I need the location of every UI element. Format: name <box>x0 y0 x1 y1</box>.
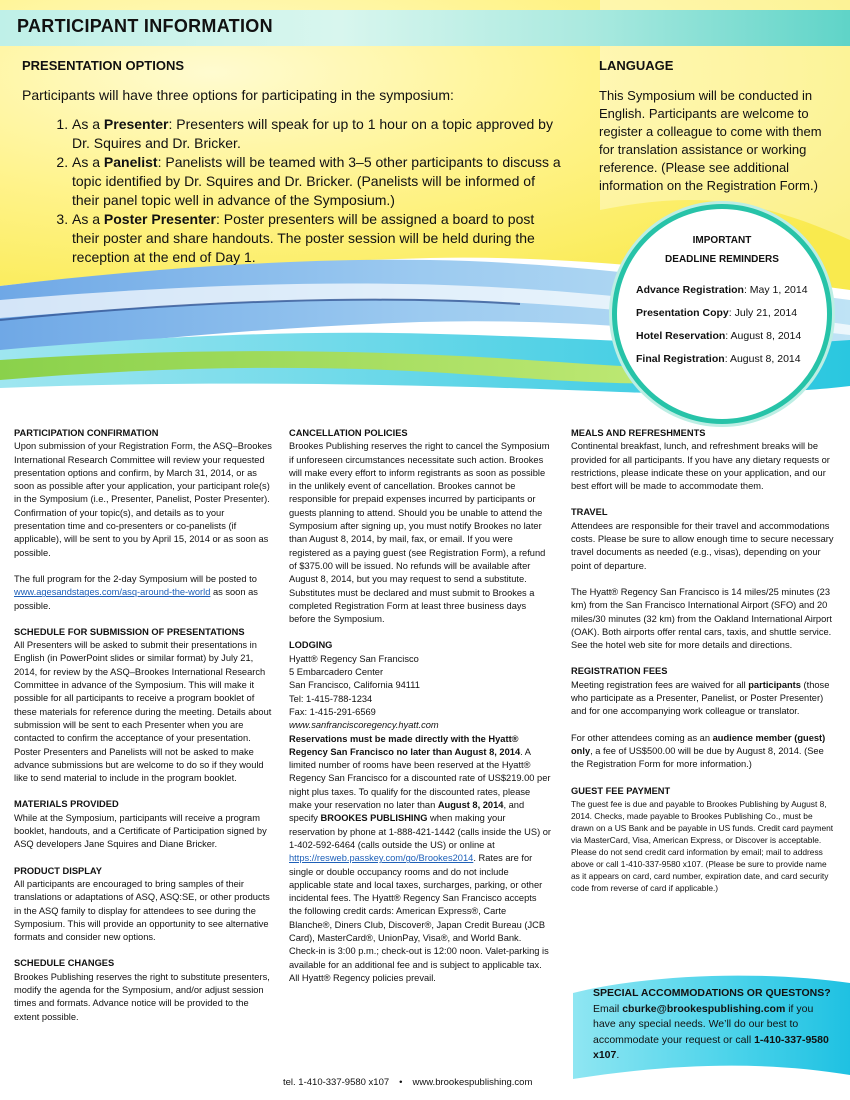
fees-p2b: audience member (guest) only <box>571 732 826 756</box>
special-email-link[interactable]: cburke@brookespublishing.com <box>622 1002 786 1015</box>
fees-p2c: , a fee of US$500.00 will be due by August 8, 2014. (See the Registration Form for more information.) <box>571 745 824 770</box>
travel-heading: TRAVEL <box>571 507 608 518</box>
option-role: Presenter <box>103 116 169 132</box>
footer-tel: tel. 1-410-337-9580 x107 <box>283 1077 390 1088</box>
presentation-options-heading: PRESENTATION OPTIONS <box>22 58 185 73</box>
program-link[interactable]: www.agesandstages.com/asq-around-the-world <box>14 587 211 598</box>
hotel-name: Hyatt® Regency San Francisco <box>289 653 419 664</box>
deadline-title <box>617 231 827 269</box>
hotel-address-line2: San Francisco, California 94111 <box>289 680 420 691</box>
travel-text: Attendees are responsible for their travel and accommodations costs. Please be sure to allow enough time to secure necessary travel documents as needed (e.g., visas), depending on your point of departure. <box>571 520 834 571</box>
footer-separator: • <box>399 1077 403 1088</box>
deadline-date: : August 8, 2014 <box>724 353 801 365</box>
reservation-deadline: Reservations must be made directly with the Hyatt® Regency San Francisco no later than August 8, 2014 <box>289 733 521 757</box>
option-text: : Presenters will speak for up to 1 hour on a topic approved by Dr. Squires and Dr. Bricker. <box>72 116 553 151</box>
cancellation-text: Brookes Publishing reserves the right to cancel the Symposium if unforeseen circumstances necessitate such action. Brookes will make every effort to inform registrants as soon as possible in the unlikely event of cancellation. Brookes cannot be responsible for prepaid expenses incurred by participants or guests planning to attend. Should you be unable to attend the Symposium after signing up, you must notify Brookes no later than August 8, 2014, by mail, fax, or email. If you were registered as a paying guest (see Registration Form), a refund of $375.00 will be issued. No refunds will be available after August 8, 2014, but you may request to send a substitute. Substitutes must be declared and must submit to Brookes a completed Registration Form at least three business days before the Symposium. <box>289 441 550 625</box>
schedule-heading: SCHEDULE FOR SUBMISSION OF PRESENTATIONS <box>14 626 245 637</box>
deadline-label: Hotel Reservation <box>636 330 726 342</box>
special-mid: if you have any special needs. We’ll do our best to accommodate your request or call <box>593 1002 814 1046</box>
special-phone[interactable]: 1-410-337-9580 x107 <box>593 1033 829 1061</box>
option-role: Poster Presenter <box>103 211 216 227</box>
presentation-intro: Participants will have three options for participating in the symposium: <box>22 87 454 103</box>
deadline-item <box>636 325 808 348</box>
program-post: as soon as possible. <box>14 587 258 611</box>
fees-p1b: participants <box>748 679 801 690</box>
deadline-date: : May 1, 2014 <box>743 284 808 296</box>
reservation-p3: when making your reservation by phone at 1-888-421-1442 (calls inside the US) or 1-402-592-6464 (calls outside the US) or online at <box>289 813 552 850</box>
special-pre: Email <box>593 1002 623 1015</box>
footer <box>283 1077 532 1088</box>
deadline-reminders-circle <box>612 204 832 424</box>
travel-airport-text: The Hyatt® Regency San Francisco is 14 miles/25 minutes (23 km) from the San Francisco International Airport (SFO) and 20 miles/30 minutes (32 km) from the Oakland International Airport (OAK). Both airports offer rental cars, taxis, and shuttle service. See the hotel web site for more details and directions. <box>571 586 832 651</box>
lodging-heading: LODGING <box>289 640 333 651</box>
schedule-changes-text: Brookes Publishing reserves the right to substitute presenters, modify the agenda for the Symposium, and/or adjust session times and formats. Advance notice will be provided to the extent possible. <box>14 971 270 1022</box>
confirmation-text: Upon submission of your Registration Form, the ASQ–Brookes International Research Committee will review your requested presentation options and confirm, by March 31, 2014, or as soon as possible after your application, your participant role(s) in the Symposium (i.e., Presenter, Panelist, Poster Presenter). Confirmation of your topic(s), and details as to your presentation time and co-presenters or co-panelists (if applicable), will be sent to you by April 15, 2014 or as soon as possible. <box>14 441 272 558</box>
option-panelist <box>72 153 562 210</box>
fees-p1a: Meeting registration fees are waived for all <box>571 679 749 690</box>
deadline-date: : August 8, 2014 <box>725 330 802 342</box>
program-text <box>14 573 276 613</box>
guest-fee-text: The guest fee is due and payable to Brookes Publishing by August 8, 2014. Checks, made payable to Brookes Publishing Co., must be drawn on a US Bank and be payable in US funds. Credit card payment via MasterCard, Visa, American Express, or Discover is acceptable. Please do not send credit card information by email; mail to address above or call 1-410-337-9580 x107. (Please be sure to provide name as it appears on card, card number, expiration date, and card security code from reverse of card if applicable.) <box>571 798 834 893</box>
special-heading: SPECIAL ACCOMMODATIONS OR QUESTONS? <box>593 987 831 999</box>
hotel-web: www.sanfranciscoregency.hyatt.com <box>289 720 439 731</box>
option-presenter <box>72 115 562 153</box>
deadline-label: Presentation Copy <box>636 307 729 319</box>
reservation-text <box>289 733 551 986</box>
special-post: . <box>616 1049 620 1061</box>
reservation-p2: , and specify <box>289 800 525 824</box>
reservation-link[interactable]: https://resweb.passkey.com/go/Brookes2014 <box>289 853 474 864</box>
hotel-address-line1: 5 Embarcadero Center <box>289 667 384 678</box>
language-heading: LANGUAGE <box>599 58 674 73</box>
column-right <box>571 427 835 907</box>
fees-guest-text <box>571 732 835 772</box>
option-lead: As a <box>72 154 104 170</box>
meals-text: Continental breakfast, lunch, and refreshment breaks will be provided for all participants. If you have any dietary requests or restrictions, please indicate these on your application, and our best effort will be made to accommodate them. <box>571 441 830 492</box>
hotel-tel: Tel: 1-415-788-1234 <box>289 693 373 704</box>
special-text <box>593 1002 833 1064</box>
confirmation-heading: PARTICIPATION CONFIRMATION <box>14 428 159 438</box>
fees-participants-text <box>571 679 835 719</box>
deadline-title-line2: DEADLINE REMINDERS <box>665 254 779 265</box>
presentation-options-list <box>22 115 562 267</box>
option-lead: As a <box>72 211 104 227</box>
deadline-item <box>636 302 808 325</box>
fees-p1c: (those who participate as a Presenter, Panelist, or Poster Presenter) and for one accompanying work colleague or translator. <box>571 679 830 717</box>
language-text: This Symposium will be conducted in English. Participants are welcome to register a colleague to come with them for translation assistance or working reference. (Please see additional information on the Registration Form.) <box>599 88 822 193</box>
reservation-p1: . A limited number of rooms have been reserved at the Hyatt® Regency San Francisco for a discounted rate of US$219.00 per night plus taxes. To qualify for the discounted rates, please make your reservation no later than <box>289 746 551 811</box>
schedule-text: All Presenters will be asked to submit their presentations in English (in PowerPoint slides or similar format) by July 21, 2014, for review by the ASQ–Brookes International Research Committee in advance of the Symposium. This will make it possible for all participants to receive a program booklet of these materials for reference during the meeting. Details about submission will be sent to each Presenter when you are contacted to confirm the acceptance of your presentation. Poster Presenters and Panelists will not be asked to make advance submissions but are welcome to do so if they would like to send material to include in the program booklet. <box>14 640 272 784</box>
reservation-date: August 8, 2014 <box>437 800 504 811</box>
column-left <box>14 427 276 1037</box>
product-display-heading: PRODUCT DISPLAY <box>14 865 102 876</box>
language-section <box>599 58 835 195</box>
presentation-options-section <box>22 58 562 267</box>
deadline-item <box>636 279 808 302</box>
deadline-label: Final Registration <box>636 353 725 365</box>
registration-fees-heading: REGISTRATION FEES <box>571 666 668 677</box>
option-role: Panelist <box>103 154 158 170</box>
option-text: : Poster presenters will be assigned a board to post their poster and share handouts. The poster session will be held during the reception at the end of Day 1. <box>72 211 535 265</box>
reservation-code: BROOKES PUBLISHING <box>320 813 428 824</box>
meals-heading: MEALS AND REFRESHMENTS <box>571 428 706 438</box>
deadline-label: Advance Registration <box>636 284 744 296</box>
page-title: PARTICIPANT INFORMATION <box>17 16 273 36</box>
materials-heading: MATERIALS PROVIDED <box>14 799 119 810</box>
fees-p2a: For other attendees coming as an <box>571 732 713 743</box>
deadline-item <box>636 348 808 371</box>
deadline-list <box>636 279 808 371</box>
program-pre: The full program for the 2-day Symposium will be posted to <box>14 573 257 584</box>
schedule-changes-heading: SCHEDULE CHANGES <box>14 958 115 969</box>
title-band <box>0 10 850 46</box>
deadline-title-line1: IMPORTANT <box>692 235 752 246</box>
special-accommodations <box>593 986 833 1064</box>
option-lead: As a <box>72 116 104 132</box>
materials-text: While at the Symposium, participants will receive a program booklet, handouts, and a Certificate of Participation signed by ASQ developers Jane Squires and Diane Bricker. <box>14 812 267 850</box>
cancellation-heading: CANCELLATION POLICIES <box>289 428 408 438</box>
option-text: : Panelists will be teamed with 3–5 other participants to discuss a topic identified by Dr. Squires and Dr. Bricker. (Panelists will be informed of their panel topic well in advance of the Symposium.) <box>72 154 561 208</box>
reservation-p4: . Rates are for single or double occupancy rooms and do not include applicable state and local taxes, surcharges, parking, or other incidental fees. The Hyatt® Regency San Francisco accepts the following credit cards: American Express®, Carte Blanche®, Diners Club, Discover®, Japan Credit Bureau (JCB Card), MasterCard®, UnionPay, Visa®, and World Bank. Check-in is 3:00 p.m.; check-out is 12:00 noon. Valet-parking is available for an additional fee and is subject to applicable tax. All Hyatt® Regency policies prevail. <box>289 853 549 983</box>
product-display-text: All participants are encouraged to bring samples of their translations or adaptations of ASQ, ASQ:SE, or other products in the ASQ family to display for attendees to see during the Symposium. This will provide an opportunity to see alternative formats and consider new options. <box>14 878 270 943</box>
guest-fee-heading: GUEST FEE PAYMENT <box>571 785 671 796</box>
hotel-fax: Fax: 1-415-291-6569 <box>289 706 376 717</box>
footer-web[interactable]: www.brookespublishing.com <box>412 1077 533 1088</box>
option-poster-presenter <box>72 210 562 267</box>
column-middle <box>289 427 551 998</box>
deadline-date: : July 21, 2014 <box>728 307 798 319</box>
